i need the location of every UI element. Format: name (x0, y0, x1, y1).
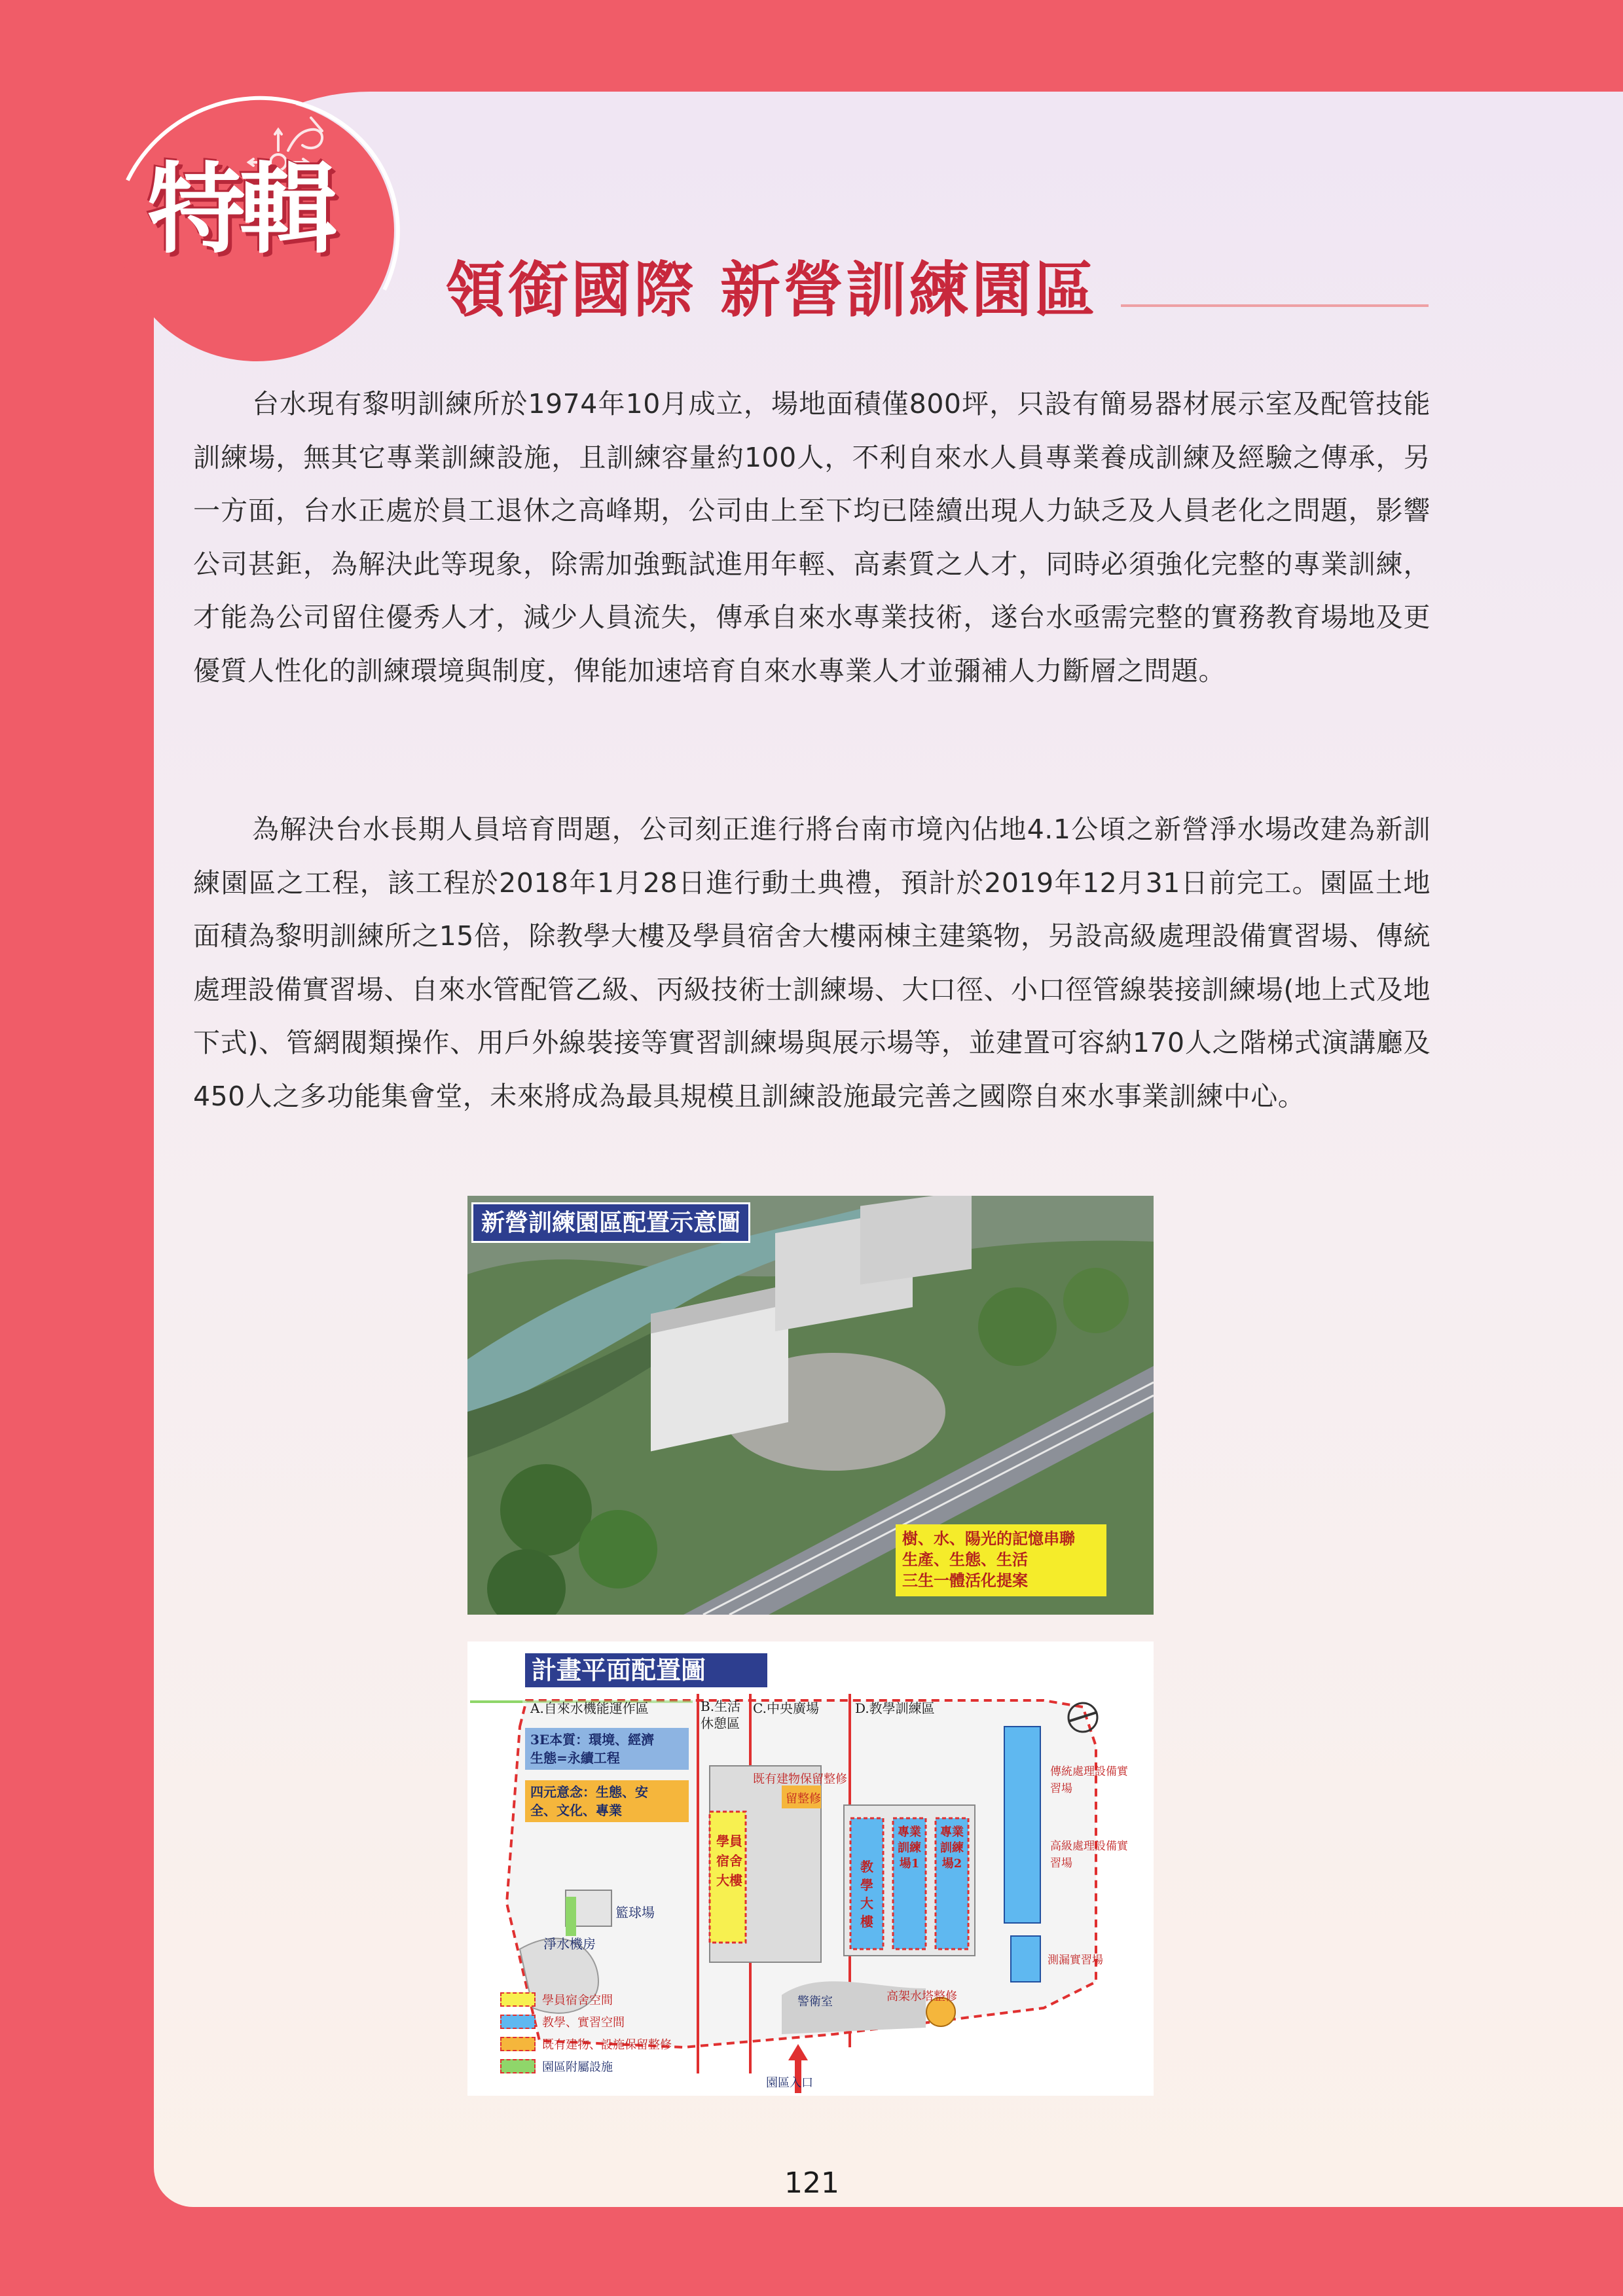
caption-line-1: 樹、水、陽光的記憶串聯 (902, 1529, 1075, 1548)
label-retain: 留整修 (786, 1792, 821, 1806)
legend-item (500, 2011, 672, 2033)
label-tower: 高架水塔整修 (886, 1990, 957, 2003)
caption-line-2: 生產、生態、生活 (902, 1550, 1028, 1569)
top-decor-band (0, 0, 1623, 92)
page-number: 121 (784, 2166, 839, 2200)
site-plan-image (467, 1641, 1154, 2096)
zone-c-label: C.中央廣場 (753, 1700, 819, 1716)
paragraph-1: 台水現有黎明訓練所於1974年10月成立，場地面積僅800坪，只設有簡易器材展示室及配管技能訓練場，無其它專業訓練設施，且訓練容量約100人，不利自來水人員專業養成訓練及經驗之傳承，另一方面，台水正處於員工退休之高峰期，公司由上至下均已陸續出現人力缺乏及人員老化之問題，影響公司甚鉅，為解決此等現象，除需加強甄試進用年輕、高素質之人才，同時必須強化完整的專業訓練，才能為公司留住優秀人才，減少人員流失，傳承自來水專業技術，遂台水亟需完整的實務教育場地及更優質人性化的訓練環境與制度，俾能加速培育自來水專業人才並彌補人力斷層之問題。 (193, 388, 1431, 687)
campus-rendering-image (467, 1196, 1154, 1615)
legend-item (500, 2055, 672, 2077)
legend-label: 既有建物、設施保留整修 (542, 2038, 672, 2052)
concept-note-four-line-1: 四元意念：生態、安 (530, 1784, 648, 1800)
zone-b-label: B.生活休憩區 (701, 1698, 741, 1731)
label-leak-lab: 測漏實習場 (1048, 1954, 1103, 1967)
left-decor-band (0, 0, 157, 2296)
legend-item (500, 2033, 672, 2055)
label-conventional-lab: 傳統處理設備實習場 (1050, 1765, 1128, 1795)
plan-title: 計畫平面配置圖 (525, 1653, 767, 1687)
title-underline (1121, 304, 1429, 307)
caption-line-3: 三生一體活化提案 (902, 1571, 1028, 1590)
zone-d-label: D.教學訓練區 (855, 1700, 935, 1716)
label-court: 籃球場 (615, 1905, 655, 1920)
label-advanced-lab: 高級處理設備實習場 (1050, 1840, 1128, 1870)
concept-note-four-line-2: 全、文化、專業 (530, 1803, 622, 1818)
paragraph-2: 為解決台水長期人員培育問題，公司刻正進行將台南市境內佔地4.1公頃之新營淨水場改建為新訓練園區之工程，該工程於2018年1月28日進行動土典禮，預計於2019年12月31日前完工。園區土地面積為黎明訓練所之15倍，除教學大樓及學員宿舍大樓兩棟主建築物，另設高級處理設備實習場、傳統處理設備實習場、自來水管配管乙級、丙級技術士訓練場、大口徑、小口徑管線裝接訓練場(地上式及地下式)、管網閥類操作、用戶外線裝接等實習訓練場與展示場等，並建置可容納170人之階梯式演講廳及450人之多功能集會堂，未來將成為最具規模且訓練設施最完善之國際自來水事業訓練中心。 (193, 814, 1431, 1112)
concept-note-3e (525, 1728, 689, 1770)
concept-note-3e-line-1: 3E本質：環境、經濟 (530, 1732, 655, 1748)
page-title: 領銜國際 新營訓練園區 (445, 255, 1098, 325)
concept-note-four (525, 1780, 689, 1822)
concept-note-3e-line-2: 生態=永續工程 (530, 1750, 620, 1766)
legend-label: 園區附屬設施 (542, 2060, 613, 2074)
label-dorm: 學員宿舍大樓 (716, 1833, 742, 1888)
label-existing: 既有建物保留整修 (753, 1772, 847, 1786)
label-guard: 警衛室 (797, 1995, 833, 2009)
legend-swatch (500, 2037, 536, 2051)
legend-swatch (500, 2059, 536, 2073)
plan-legend (500, 1988, 672, 2077)
legend-label: 教學、實習空間 (542, 2016, 625, 2030)
label-teaching: 教學大樓 (860, 1859, 873, 1929)
rendering-title: 新營訓練園區配置示意圖 (471, 1202, 750, 1243)
rendering-caption (896, 1524, 1106, 1596)
legend-item (500, 1988, 672, 2011)
legend-swatch (500, 1992, 536, 2007)
label-training-2: 專業訓練場2 (940, 1825, 964, 1871)
label-entrance: 園區入口 (766, 2076, 813, 2090)
label-training-1: 專業訓練場1 (898, 1825, 921, 1871)
label-water-plant: 淨水機房 (543, 1936, 596, 1952)
legend-swatch (500, 2015, 536, 2029)
legend-label: 學員宿舍空間 (542, 1994, 613, 2007)
badge-label: 特輯 (147, 152, 331, 267)
zone-a-label: A.自來水機能運作區 (530, 1700, 649, 1716)
